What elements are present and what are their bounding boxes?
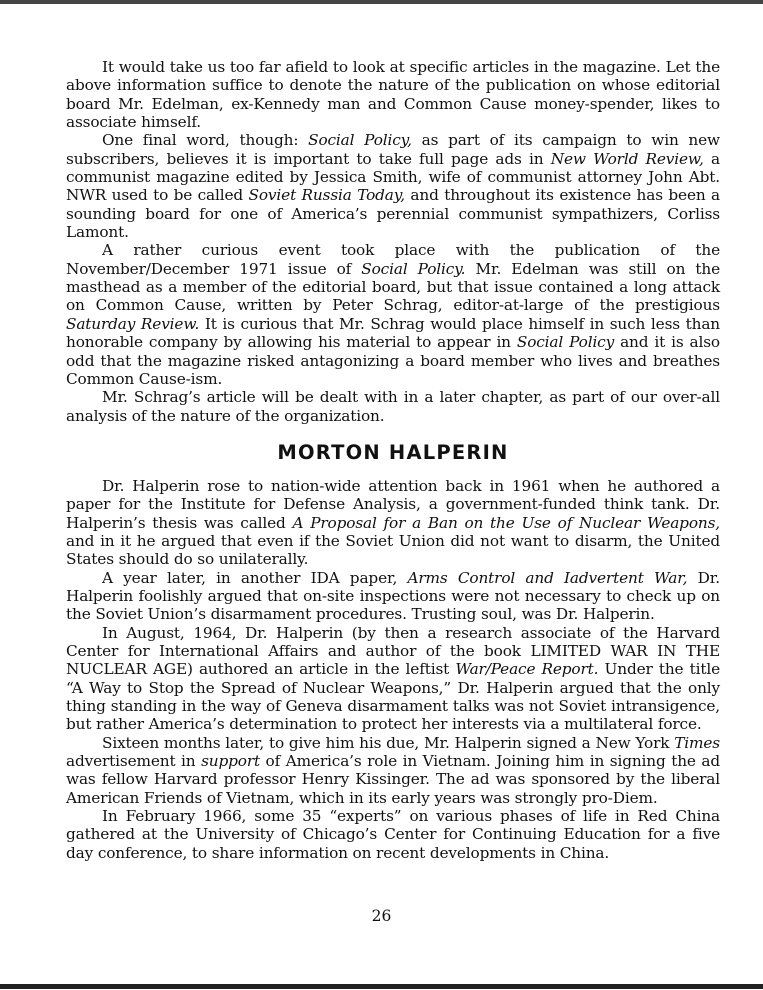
text-run: of America’s role in Vietnam. Joining him in signing the ad was fellow Harvard professor Henry Kissinger. The ad was sponsored by the liberal American Friends of Vietnam, which in its early years was strongly pro-Diem. <box>66 752 720 807</box>
section-before-heading <box>66 58 720 425</box>
paragraph <box>66 58 720 131</box>
paragraph <box>66 624 720 734</box>
italic-text-run: Social Policy. <box>361 259 466 278</box>
text-run: Dr. Halperin foolishly argued that on-site inspections were not necessary to check up on the Soviet Union’s disarmament procedures. Trusting soul, was Dr. Halperin. <box>66 568 720 624</box>
section-heading: MORTON HALPERIN <box>277 440 509 464</box>
text-run: Mr. Schrag’s article will be dealt with in a later chapter, as part of our over-all analysis of the nature of the organization. <box>66 388 720 425</box>
paragraph <box>66 569 720 624</box>
text-run: It is curious that Mr. Schrag would place himself in such less than honorable company by allowing his material to appear in <box>66 314 720 352</box>
paragraph <box>66 477 720 569</box>
paragraph <box>66 241 720 388</box>
italic-text-run: Social Policy, <box>308 131 412 150</box>
text-run: A year later, in another IDA paper, <box>102 568 408 587</box>
page-number: 26 <box>371 907 392 925</box>
text-run: and in it he argued that even if the Soviet Union did not want to disarm, the United States should do so unilaterally. <box>66 531 720 569</box>
italic-text-run: War/Peace Report. <box>455 660 599 679</box>
paragraph <box>66 807 720 862</box>
text-run: A rather curious event took place with the publication of the November/December 1971 issue of <box>66 241 720 278</box>
paragraph <box>66 388 720 425</box>
text-run: as part of its campaign to win new subscribers, believes it is important to take full page ads in <box>66 131 720 168</box>
text-run: In February 1966, some 35 “experts” on various phases of life in Red China gathered at the University of Chicago’s Center for Continuing Education for a five day conference, to share information on recent developments in China. <box>66 807 720 862</box>
text-run: It would take us too far afield to look at specific articles in the magazine. Let the above information suffice to denote the nature of the publication on whose editorial board Mr. Edelman, ex-Kennedy man and Common Cause money-spender, likes to associate himself. <box>66 58 720 132</box>
bottom-border-rule <box>0 984 763 989</box>
text-run: advertisement in <box>66 752 202 771</box>
text-run: Under the title “A Way to Stop the Spread of Nuclear Weapons,” Dr. Halperin argued that the only thing standing in the way of Geneva disarmament talks was not Soviet intransigence, but rather America’s determination to protect her interests via a multilateral force. <box>66 660 721 734</box>
italic-text-run: New World Review, <box>550 149 704 168</box>
italic-text-run: Saturday Review. <box>66 314 200 333</box>
paragraph <box>66 734 720 807</box>
document-page <box>66 58 720 862</box>
text-run: Dr. Halperin rose to nation-wide attention back in 1961 when he authored a paper for the Institute for Defense Analysis, a government-funded think tank. Dr. Halperin’s thesis was called <box>66 476 720 532</box>
text-run: Mr. Edelman was still on the masthead as a member of the editorial board, but that issue contained a long attack on Common Cause, written by Peter Schrag, editor-at-large of the prestigious <box>66 259 721 315</box>
top-border-rule <box>0 0 763 4</box>
text-run: Sixteen months later, to give him his due, Mr. Halperin signed a New York <box>102 733 675 752</box>
italic-text-run: support <box>201 752 260 771</box>
text-run: One final word, though: <box>102 131 309 150</box>
text-run: a communist magazine edited by Jessica Smith, wife of communist attorney John Abt. NWR used to be called <box>66 149 720 205</box>
text-run: and throughout its existence has been a sounding board for one of America’s perennial communist sympathizers, Corliss Lamont. <box>66 186 720 242</box>
section-morton-halperin <box>66 477 720 862</box>
italic-text-run: Social Policy <box>516 333 615 352</box>
text-run: and it is also odd that the magazine risked antagonizing a board member who lives and breathes Common Cause-ism. <box>66 333 720 388</box>
italic-text-run: Soviet Russia Today, <box>248 186 405 205</box>
italic-text-run: Times <box>674 733 720 752</box>
italic-text-run: Arms Control and Iadvertent War, <box>407 568 688 587</box>
paragraph <box>66 131 720 241</box>
italic-text-run: A Proposal for a Ban on the Use of Nuclear Weapons, <box>292 513 721 532</box>
text-run: In August, 1964, Dr. Halperin (by then a research associate of the Harvard Center for International Affairs and author of the book LIMITED WAR IN THE NUCLEAR AGE) authored an article in the leftist <box>66 623 720 679</box>
